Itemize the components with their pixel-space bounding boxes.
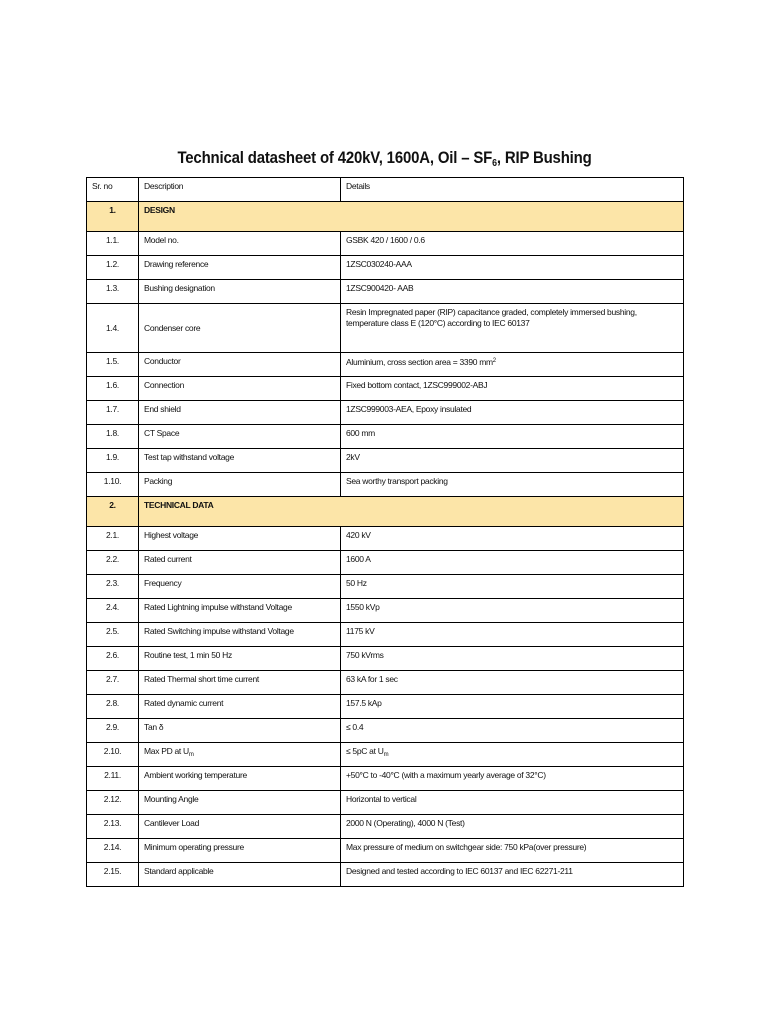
section-title-text: TECHNICAL DATA <box>144 500 214 510</box>
row-description <box>139 425 341 449</box>
row-description <box>139 671 341 695</box>
row-number-text: 2.7. <box>106 674 119 684</box>
table-row <box>87 719 684 743</box>
row-number <box>87 599 139 623</box>
row-details <box>341 473 684 497</box>
row-description-text: Rated current <box>144 554 192 564</box>
row-description-text: Highest voltage <box>144 530 199 540</box>
row-description <box>139 791 341 815</box>
row-description-text: Frequency <box>144 578 182 588</box>
row-description-text: Packing <box>144 476 173 486</box>
row-details-text: Fixed bottom contact, 1ZSC999002-ABJ <box>346 380 488 390</box>
row-details-text: Aluminium, cross section area = 3390 mm <box>346 357 493 367</box>
row-number-text: 1.2. <box>106 259 119 269</box>
row-number <box>87 232 139 256</box>
header-description: Description <box>139 178 341 202</box>
row-number <box>87 743 139 767</box>
row-description <box>139 839 341 863</box>
row-details <box>341 791 684 815</box>
row-details-text: 1ZSC900420- AAB <box>346 283 414 293</box>
section-title <box>139 497 684 527</box>
table-row <box>87 647 684 671</box>
title-tail: , RIP Bushing <box>496 148 592 167</box>
row-details <box>341 575 684 599</box>
table-row <box>87 256 684 280</box>
section-row <box>87 497 684 527</box>
row-description <box>139 256 341 280</box>
row-details <box>341 695 684 719</box>
row-details-text: 420 kV <box>346 530 371 540</box>
row-details <box>341 647 684 671</box>
row-number-text: 1.4. <box>106 322 119 333</box>
row-number <box>87 575 139 599</box>
row-details <box>341 377 684 401</box>
row-description <box>139 743 341 767</box>
table-row <box>87 575 684 599</box>
row-details <box>341 551 684 575</box>
row-description <box>139 377 341 401</box>
table-row <box>87 527 684 551</box>
row-description <box>139 280 341 304</box>
table-body <box>87 178 684 887</box>
row-description <box>139 551 341 575</box>
row-details-text: 2000 N (Operating), 4000 N (Test) <box>346 818 465 828</box>
row-description-text: Rated Thermal short time current <box>144 674 259 684</box>
row-details-text: GSBK 420 / 1600 / 0.6 <box>346 235 425 245</box>
header-details: Details <box>341 178 684 202</box>
row-number <box>87 280 139 304</box>
row-number <box>87 695 139 719</box>
row-description-text: Rated dynamic current <box>144 698 224 708</box>
row-number-text: 2.14. <box>103 842 122 852</box>
row-details-text: 50 Hz <box>346 578 367 588</box>
row-details <box>341 401 684 425</box>
row-number <box>87 671 139 695</box>
table-row <box>87 839 684 863</box>
row-description <box>139 623 341 647</box>
row-details <box>341 304 684 353</box>
row-number-text: 2.6. <box>106 650 119 660</box>
table-row <box>87 401 684 425</box>
row-number-text: 2.10. <box>103 746 122 756</box>
row-details-text: ≤ 0.4 <box>346 722 364 732</box>
details-subscript: m <box>383 752 389 758</box>
row-details-text: Designed and tested according to IEC 60137 and IEC 62271-211 <box>346 866 573 876</box>
row-number-text: 2.9. <box>106 722 119 732</box>
row-description <box>139 695 341 719</box>
row-details <box>341 449 684 473</box>
row-details-text: 1ZSC030240-AAA <box>346 259 412 269</box>
row-number <box>87 304 139 353</box>
section-title <box>139 202 684 232</box>
row-details-text: 1550 kVp <box>346 602 380 612</box>
row-details <box>341 425 684 449</box>
section-title-text: DESIGN <box>144 205 175 215</box>
table-row <box>87 377 684 401</box>
row-number <box>87 425 139 449</box>
row-description-text: Rated Lightning impulse withstand Voltage <box>144 602 292 612</box>
row-details <box>341 767 684 791</box>
title-subscript: 6 <box>492 158 497 169</box>
row-number-text: 1.9. <box>106 452 119 462</box>
header-row <box>87 178 684 202</box>
row-description <box>139 575 341 599</box>
table-row <box>87 425 684 449</box>
row-details <box>341 599 684 623</box>
details-superscript: 2 <box>492 358 496 364</box>
row-details-text: 157.5 kAp <box>346 698 382 708</box>
row-description-text: Standard applicable <box>144 866 214 876</box>
row-details <box>341 743 684 767</box>
row-description-text: Condenser core <box>144 322 201 333</box>
row-description-text: Bushing designation <box>144 283 215 293</box>
section-number <box>87 497 139 527</box>
section-number <box>87 202 139 232</box>
row-details-text: +50°C to -40°C (with a maximum yearly average of 32°C) <box>346 770 546 780</box>
row-description-text: Conductor <box>144 356 181 366</box>
row-description-text: Minimum operating pressure <box>144 842 244 852</box>
row-details-text: Sea worthy transport packing <box>346 476 448 486</box>
row-number <box>87 863 139 887</box>
row-number <box>87 377 139 401</box>
row-description <box>139 353 341 377</box>
row-details <box>341 863 684 887</box>
row-number-text: 2.11. <box>104 770 121 780</box>
table-row <box>87 863 684 887</box>
row-number <box>87 401 139 425</box>
row-number <box>87 449 139 473</box>
table-row <box>87 473 684 497</box>
row-details-text: Resin Impregnated paper (RIP) capacitance graded, completely immersed bushing, temperature class E (120°C) according to IEC 60137 <box>346 307 637 328</box>
table-row <box>87 767 684 791</box>
row-details <box>341 280 684 304</box>
row-description-text: Max PD at U <box>144 746 189 756</box>
row-description <box>139 527 341 551</box>
row-description-text: Connection <box>144 380 185 390</box>
row-number <box>87 839 139 863</box>
datasheet-table <box>86 177 684 887</box>
section-row <box>87 202 684 232</box>
row-details-text: 1600 A <box>346 554 371 564</box>
row-number <box>87 791 139 815</box>
table-row <box>87 791 684 815</box>
row-number <box>87 473 139 497</box>
row-description-text: Model no. <box>144 235 179 245</box>
row-description <box>139 863 341 887</box>
row-description <box>139 232 341 256</box>
row-details <box>341 815 684 839</box>
row-number-text: 1.8. <box>106 428 119 438</box>
table-row <box>87 353 684 377</box>
row-number-text: 2.8. <box>106 698 119 708</box>
row-description <box>139 719 341 743</box>
row-description <box>139 815 341 839</box>
row-number-text: 1.10. <box>103 476 122 486</box>
row-details-text: Max pressure of medium on switchgear side: 750 kPa(over pressure) <box>346 842 587 852</box>
row-description-text: Routine test, 1 min 50 Hz <box>144 650 232 660</box>
table-row <box>87 623 684 647</box>
row-number-text: 1.1. <box>106 235 119 245</box>
row-number-text: 2.13. <box>103 818 122 828</box>
table-row <box>87 815 684 839</box>
table-row <box>87 232 684 256</box>
row-number-text: 1.7. <box>106 404 119 414</box>
row-details-text: 63 kA for 1 sec <box>346 674 398 684</box>
row-details-text: 1175 kV <box>346 626 375 636</box>
row-details <box>341 719 684 743</box>
table-row <box>87 449 684 473</box>
row-description <box>139 401 341 425</box>
row-details <box>341 353 684 377</box>
description-subscript: m <box>188 752 194 758</box>
row-number <box>87 815 139 839</box>
row-number <box>87 719 139 743</box>
row-description <box>139 647 341 671</box>
row-description-text: End shield <box>144 404 181 414</box>
row-details-text: 600 mm <box>346 428 375 438</box>
row-description-text: Drawing reference <box>144 259 209 269</box>
row-description-text: Cantilever Load <box>144 818 200 828</box>
row-details <box>341 232 684 256</box>
row-description-text: Test tap withstand voltage <box>144 452 235 462</box>
row-description <box>139 304 341 353</box>
row-number <box>87 551 139 575</box>
row-details <box>341 527 684 551</box>
row-details <box>341 839 684 863</box>
row-details-text: Horizontal to vertical <box>346 794 417 804</box>
row-description <box>139 599 341 623</box>
table-row <box>87 671 684 695</box>
row-details <box>341 623 684 647</box>
row-details-text: 1ZSC999003-AEA, Epoxy insulated <box>346 404 472 414</box>
row-number-text: 2.5. <box>106 626 119 636</box>
row-number-text: 2.15. <box>103 866 122 876</box>
row-number <box>87 353 139 377</box>
row-number <box>87 527 139 551</box>
table-row <box>87 695 684 719</box>
title-main: Technical datasheet of 420kV, 1600A, Oil – SF <box>177 148 493 167</box>
row-number-text: 1.6. <box>106 380 119 390</box>
row-description-text: Tan δ <box>144 722 164 732</box>
header-sr-no: Sr. no <box>87 178 139 202</box>
row-number-text: 2.3. <box>106 578 119 588</box>
row-details-text: ≤ 5pC at U <box>346 746 384 756</box>
row-number-text: 1.3. <box>106 283 119 293</box>
table-row <box>87 551 684 575</box>
row-details-text: 2kV <box>346 452 360 462</box>
table-row <box>87 280 684 304</box>
row-number-text: 1.5. <box>106 356 119 366</box>
row-details <box>341 671 684 695</box>
table-row <box>87 743 684 767</box>
row-description-text: CT Space <box>144 428 180 438</box>
row-description <box>139 767 341 791</box>
row-number <box>87 767 139 791</box>
row-number <box>87 256 139 280</box>
row-description <box>139 449 341 473</box>
row-description-text: Ambient working temperature <box>144 770 247 780</box>
document-title <box>122 148 647 169</box>
row-description-text: Rated Switching impulse withstand Voltage <box>144 626 294 636</box>
row-number-text: 2.12. <box>103 794 122 804</box>
row-description <box>139 473 341 497</box>
row-details <box>341 256 684 280</box>
table-row <box>87 599 684 623</box>
section-number-text: 1. <box>109 205 116 215</box>
table-row <box>87 304 684 353</box>
row-details-text: 750 kVrms <box>346 650 384 660</box>
row-number <box>87 623 139 647</box>
row-number <box>87 647 139 671</box>
section-number-text: 2. <box>109 500 116 510</box>
row-number-text: 2.1. <box>106 530 119 540</box>
row-number-text: 2.2. <box>106 554 119 564</box>
row-number-text: 2.4. <box>106 602 119 612</box>
row-description-text: Mounting Angle <box>144 794 199 804</box>
